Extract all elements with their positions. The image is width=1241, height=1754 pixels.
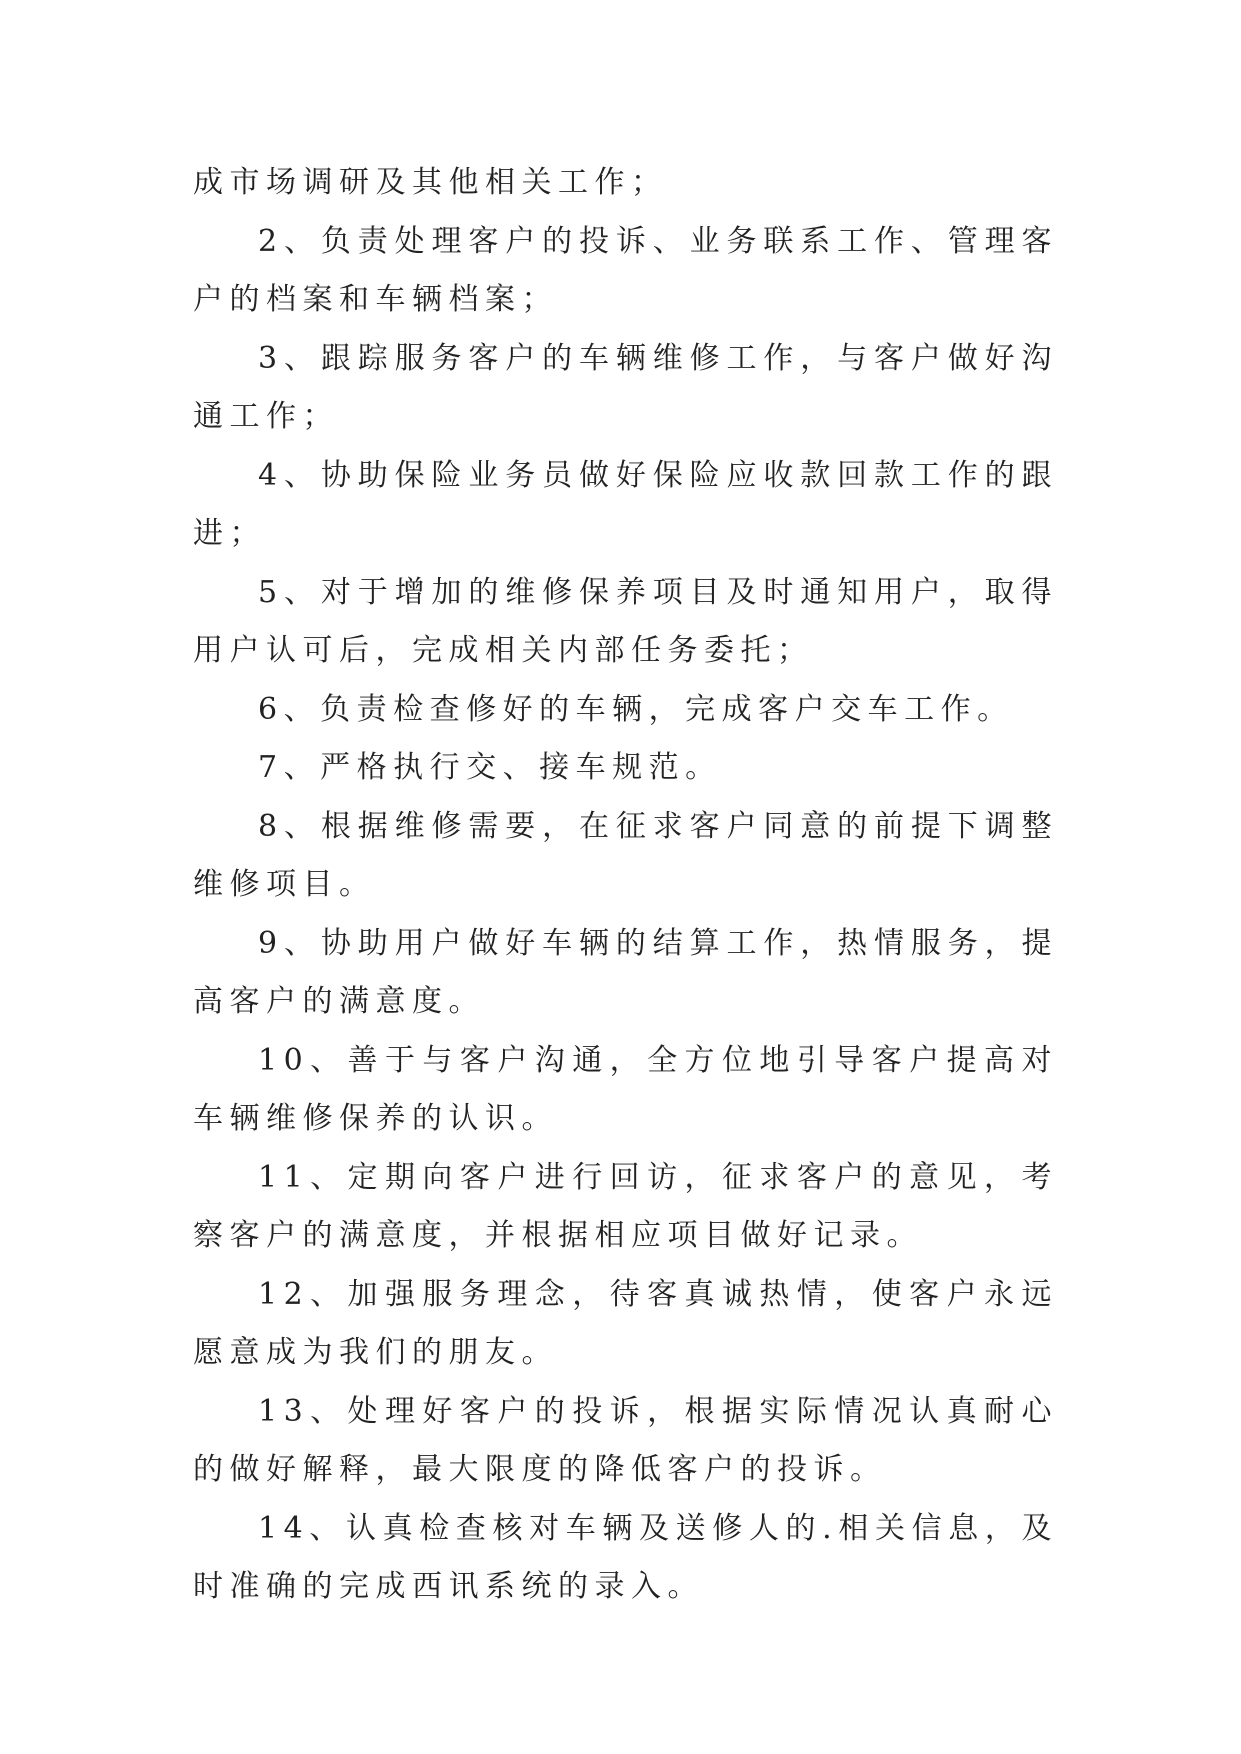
list-item-2: 2、负责处理客户的投诉、业务联系工作、管理客户的档案和车辆档案； — [193, 223, 1058, 317]
body-text — [193, 154, 1058, 1617]
list-item-8: 8、根据维修需要，在征求客户同意的前提下调整维修项目。 — [193, 808, 1058, 902]
paragraph-continuation: 成市场调研及其他相关工作； — [193, 165, 668, 200]
list-item-13: 13、处理好客户的投诉，根据实际情况认真耐心的做好解释，最大限度的降低客户的投诉。 — [193, 1393, 1058, 1487]
list-item-9: 9、协助用户做好车辆的结算工作，热情服务，提高客户的满意度。 — [193, 925, 1058, 1019]
list-item-3: 3、跟踪服务客户的车辆维修工作，与客户做好沟通工作； — [193, 340, 1058, 434]
list-item-14: 14、认真检查核对车辆及送修人的.相关信息，及时准确的完成西讯系统的录入。 — [193, 1510, 1058, 1604]
list-item-7: 7、严格执行交、接车规范。 — [258, 750, 722, 785]
list-item-11: 11、定期向客户进行回访，征求客户的意见，考察客户的满意度，并根据相应项目做好记录。 — [193, 1159, 1058, 1253]
list-item-12: 12、加强服务理念，待客真诚热情，使客户永远愿意成为我们的朋友。 — [193, 1276, 1058, 1370]
list-item-5: 5、对于增加的维修保养项目及时通知用户，取得用户认可后，完成相关内部任务委托； — [193, 574, 1058, 668]
list-item-10: 10、善于与客户沟通，全方位地引导客户提高对车辆维修保养的认识。 — [193, 1042, 1058, 1136]
list-item-4: 4、协助保险业务员做好保险应收款回款工作的跟进； — [193, 457, 1058, 551]
list-item-6: 6、负责检查修好的车辆，完成客户交车工作。 — [258, 691, 1014, 727]
